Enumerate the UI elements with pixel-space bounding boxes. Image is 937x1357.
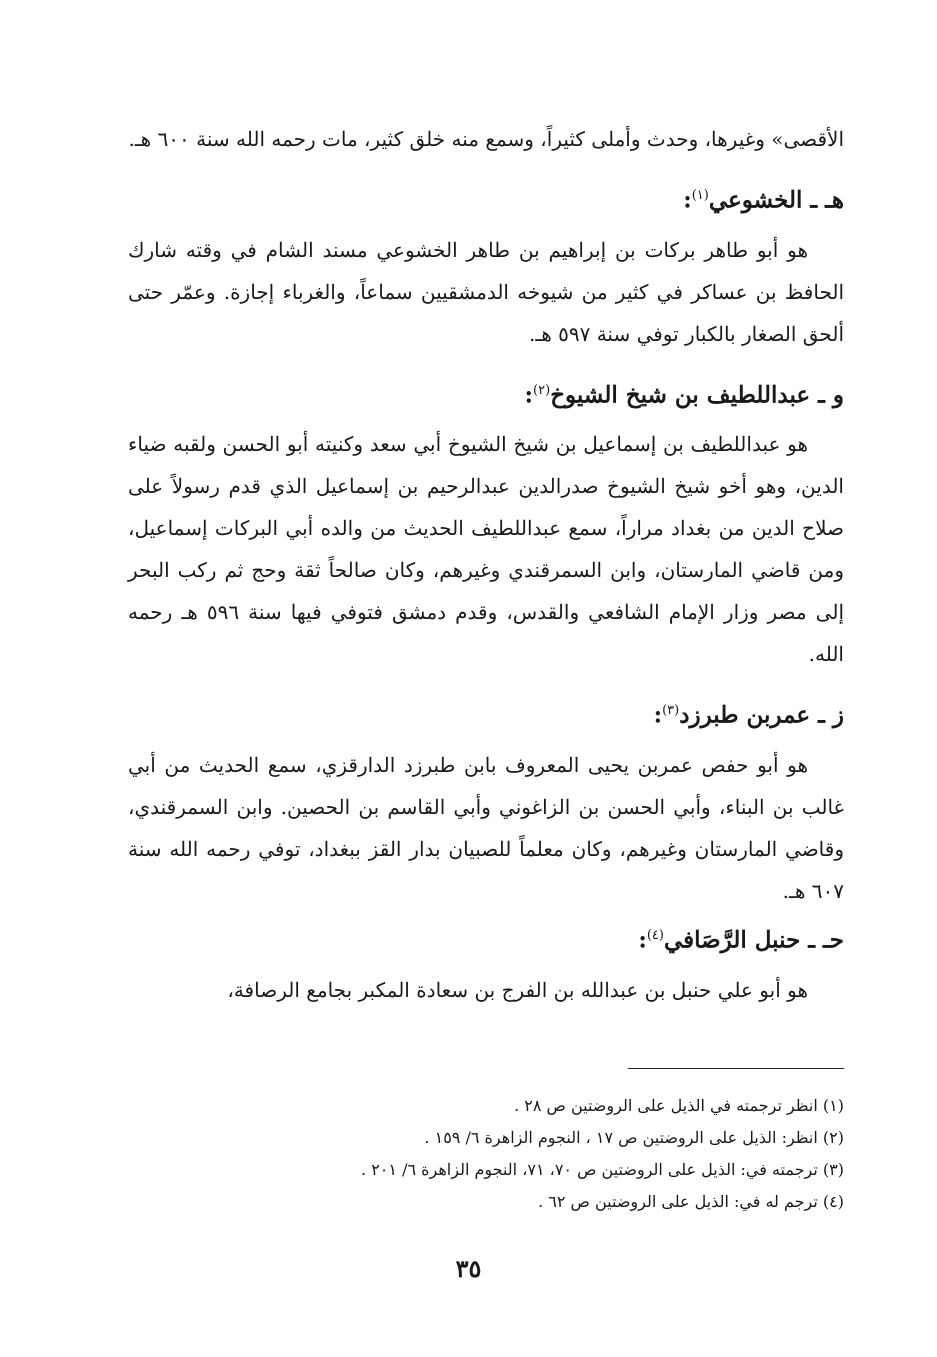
section-paragraph-tabarzad: هو أبو حفص عمربن يحيى المعروف بابن طبرزد الدارقزي، سمع الحديث من أبي غالب بن البناء، وأبي الحسن بن الزاغوني وأبي القاسم بن الحصين. وابن السمرقندي، وقاضي المارستان وغيرهم، وكان معلماً للصبيان بدار القز ببغداد، توفي رحمه الله سنة ٦٠٧ هـ. <box>128 752 844 903</box>
footnotes <box>128 1090 844 1218</box>
page-number: ٣٥ <box>455 1254 482 1283</box>
section-title: هـ ـ الخشوعي <box>708 186 844 214</box>
heading-colon: : <box>683 186 692 214</box>
heading-colon: : <box>638 926 647 954</box>
footnote-marker: (١) <box>691 188 709 203</box>
footnote-2: (٢) انظر: الذيل على الروضتين ص ١٧ ، النجوم الزاهرة ٦/ ١٥٩ . <box>424 1128 844 1147</box>
footnote-marker: (٤) <box>646 927 664 943</box>
section-paragraph-khushui: هو أبو طاهر بركات بن إبراهيم بن طاهر الخشوعي مسند الشام في وقته شارك الحافظ بن عساكر في كثير من شيوخه الدمشقيين سماعاً، والغرباء إجازة. وعمّر حتى ألحق الصغار بالكبار توفي سنة ٥٩٧ هـ. <box>128 237 844 346</box>
section-heading-khushui <box>128 176 844 221</box>
heading-colon: : <box>524 381 534 409</box>
footnote-3: (٣) ترجمته في: الذيل على الروضتين ص ٧٠، ٧١، النجوم الزاهرة ٦/ ٢٠١ . <box>361 1160 844 1179</box>
section-heading-tabarzad <box>128 691 844 736</box>
section-paragraph-abdullatif: هو عبداللطيف بن إسماعيل بن شيخ الشيوخ أبي سعد وكنيته أبو الحسن ولقبه ضياء الدين، وهو أخو شيخ الشيوخ صدرالدين عبدالرحيم بن إسماعيل الذي قدم رسولاً على صلاح الدين من بغداد مراراً، سمع عبداللطيف الحديث من والده أبي البركات إسماعيل، ومن قاضي المارستان، وابن السمرقندي وغيرهم، وكان صالحاً ثقة وحج ثم ركب البحر إلى مصر وزار الإمام الشافعي والقدس، وقدم دمشق فتوفي فيها سنة ٥٩٦ هـ رحمه الله. <box>128 432 845 667</box>
footnote-1: (١) انظر ترجمته في الذيل على الروضتين ص ٢٨ . <box>514 1096 844 1115</box>
section-paragraph-hanbal: هو أبو علي حنبل بن عبدالله بن الفرج بن سعادة المكبر بجامع الرصافة، <box>227 977 808 1002</box>
page-body <box>128 118 844 1011</box>
footnote-separator <box>628 1068 844 1069</box>
section-heading-abdullatif <box>128 371 844 416</box>
section-title: حـ ـ حنبل الرَّصَافي <box>663 926 844 954</box>
section-title: و ـ عبداللطيف بن شيخ الشيوخ <box>550 381 844 409</box>
heading-colon: : <box>653 701 663 729</box>
footnote-marker: (٢) <box>533 382 551 398</box>
section-title: ز ـ عمربن طبرزد <box>679 701 844 729</box>
section-heading-hanbal <box>128 916 844 961</box>
intro-paragraph: الأقصى» وغيرها، وحدث وأملى كثيراً، وسمع منه خلق كثير، مات رحمه الله سنة ٦٠٠ هـ. <box>128 127 844 151</box>
footnote-4: (٤) ترجم له في: الذيل على الروضتين ص ٦٢ . <box>538 1192 844 1211</box>
footnote-marker: (٣) <box>662 703 680 719</box>
